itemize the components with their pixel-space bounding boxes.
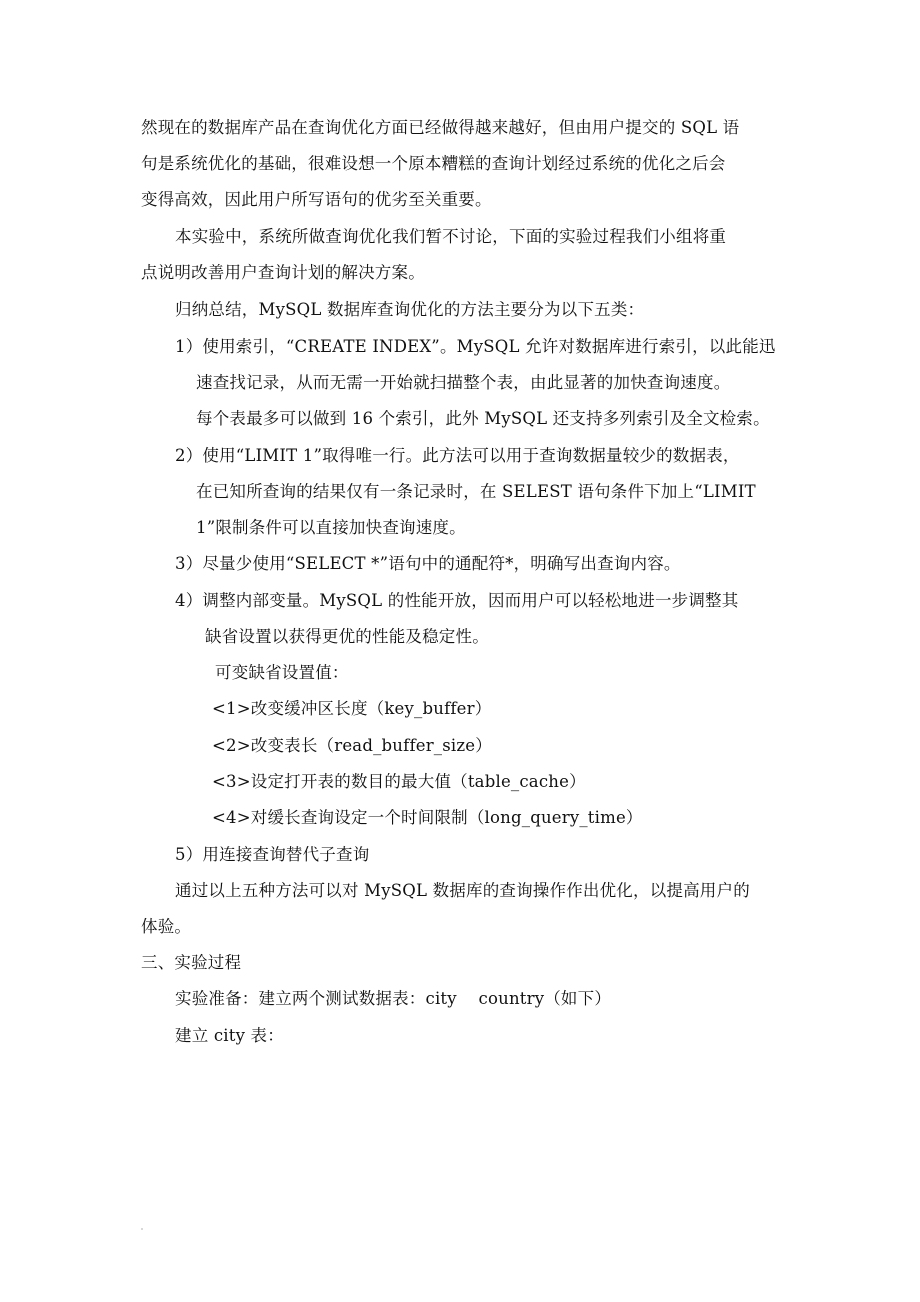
list-item-3: 3）尽量少使用“SELECT *”语句中的通配符*，明确写出查询内容。 xyxy=(175,554,681,573)
list-item-2-line-3: 1”限制条件可以直接加快查询速度。 xyxy=(196,518,466,537)
paragraph-2-line-2: 点说明改善用户查询计划的解决方案。 xyxy=(141,263,425,282)
prep-line: 实验准备：建立两个测试数据表：city country（如下） xyxy=(175,989,612,1008)
list-item-5: 5）用连接查询替代子查询 xyxy=(175,845,370,864)
paragraph-1-line-1: 然现在的数据库产品在查询优化方面已经做得越来越好，但由用户提交的 SQL 语 xyxy=(141,118,740,137)
list-item-1-line-2: 速查找记录，从而无需一开始就扫描整个表，由此显著的加快查询速度。 xyxy=(196,373,731,392)
settings-sub-heading: 可变缺省设置值： xyxy=(215,663,349,682)
settings-sub-item-4: <4>对缓长查询设定一个时间限制（long_query_time） xyxy=(212,808,643,827)
list-item-4-line-1: 4）调整内部变量。MySQL 的性能开放，因而用户可以轻松地进一步调整其 xyxy=(175,591,739,610)
list-item-2-line-1: 2）使用“LIMIT 1”取得唯一行。此方法可以用于查询数据量较少的数据表， xyxy=(175,446,740,465)
settings-sub-item-1: <1>改变缓冲区长度（key_buffer） xyxy=(212,699,492,718)
paragraph-4-line-2: 体验。 xyxy=(141,917,192,936)
list-item-1-line-1: 1）使用索引，“CREATE INDEX”。MySQL 允许对数据库进行索引，以此能迅 xyxy=(175,337,776,356)
paragraph-2-line-1: 本实验中，系统所做查询优化我们暂不讨论，下面的实验过程我们小组将重 xyxy=(175,227,727,246)
section-heading: 三、实验过程 xyxy=(141,953,242,972)
paragraph-3: 归纳总结，MySQL 数据库查询优化的方法主要分为以下五类： xyxy=(175,300,645,319)
settings-sub-item-3: <3>设定打开表的数目的最大值（table_cache） xyxy=(212,772,586,791)
list-item-2-line-2: 在已知所查询的结果仅有一条记录时，在 SELEST 语句条件下加上“LIMIT xyxy=(196,482,756,501)
paragraph-4-line-1: 通过以上五种方法可以对 MySQL 数据库的查询操作作出优化，以提高用户的 xyxy=(175,881,750,900)
list-item-1-line-3: 每个表最多可以做到 16 个索引，此外 MySQL 还支持多列索引及全文检索。 xyxy=(196,409,770,428)
settings-sub-item-2: <2>改变表长（read_buffer_size） xyxy=(212,736,492,755)
paragraph-1-line-2: 句是系统优化的基础，很难设想一个原本糟糕的查询计划经过系统的优化之后会 xyxy=(141,154,726,173)
paragraph-1-line-3: 变得高效，因此用户所写语句的优劣至关重要。 xyxy=(141,190,492,209)
list-item-4-line-2: 缺省设置以获得更优的性能及稳定性。 xyxy=(205,627,489,646)
page-speck xyxy=(141,1228,143,1230)
city-table-line: 建立 city 表： xyxy=(175,1026,284,1045)
